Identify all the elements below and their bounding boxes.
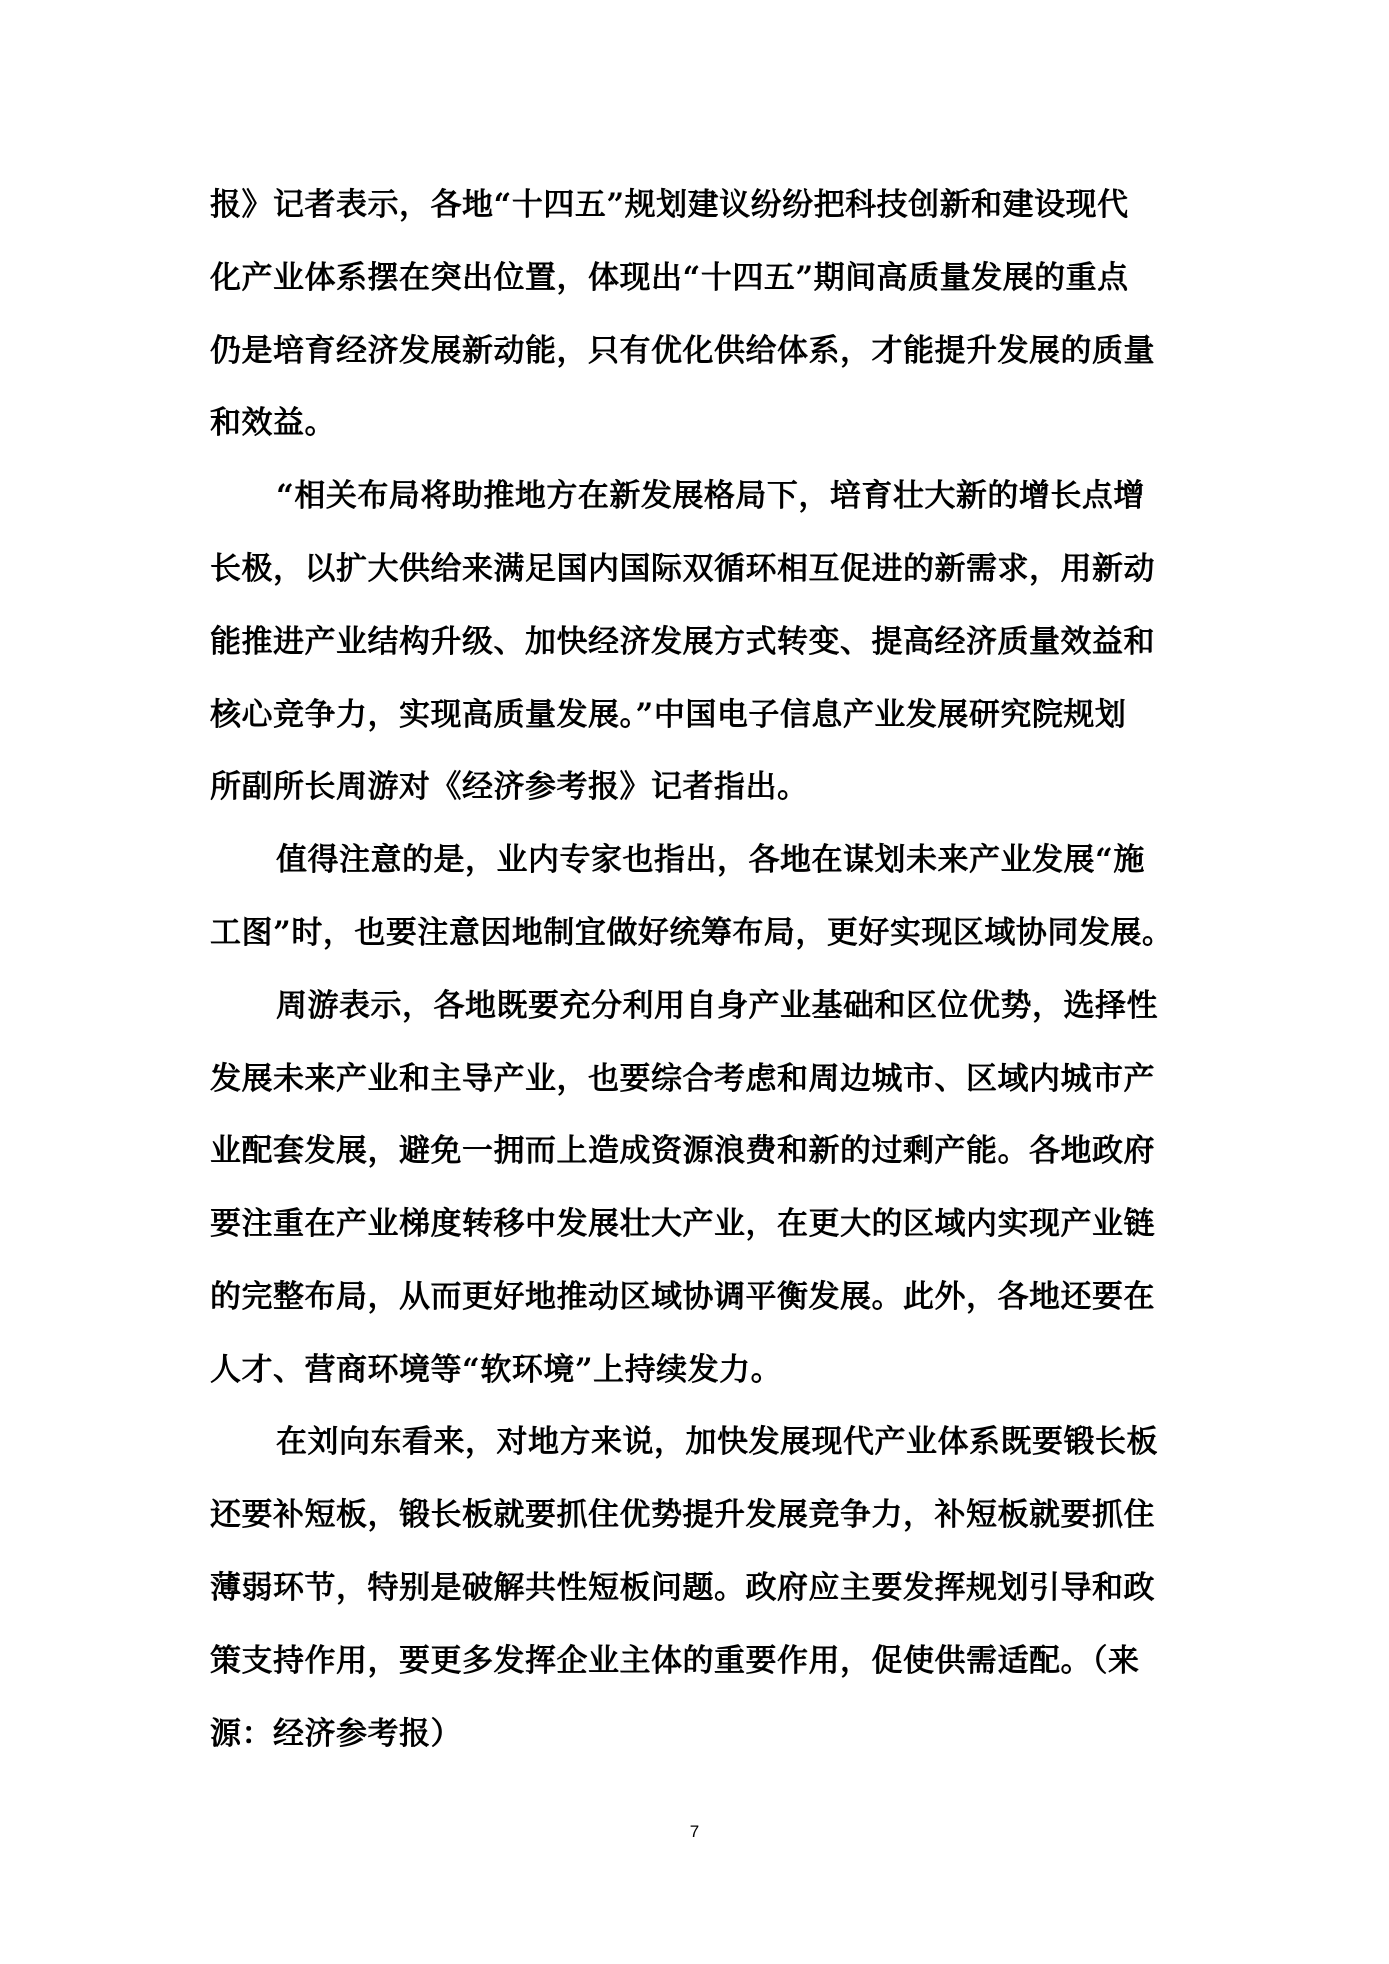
paragraph-first-line: 值得注意的是，业内专家也指出，各地在谋划未来产业发展“施	[276, 842, 1145, 878]
body-text-line: 的完整布局，从而更好地推动区域协调平衡发展。此外，各地还要在	[210, 1279, 1155, 1315]
body-text-line: 和效益。	[210, 405, 336, 441]
body-text-line: 能推进产业结构升级、加快经济发展方式转变、提高经济质量效益和	[210, 624, 1155, 660]
body-text-line: 核心竞争力，实现高质量发展。”中国电子信息产业发展研究院规划	[210, 697, 1127, 733]
paragraph-first-line: 周游表示，各地既要充分利用自身产业基础和区位优势，选择性	[276, 988, 1158, 1024]
page-number: 7	[689, 1822, 700, 1841]
body-text-line: 源：经济参考报）	[210, 1716, 462, 1752]
body-text-line: 人才、营商环境等“软环境”上持续发力。	[210, 1352, 783, 1388]
body-text-line: 要注重在产业梯度转移中发展壮大产业，在更大的区域内实现产业链	[210, 1206, 1155, 1242]
body-text-line: 策支持作用，要更多发挥企业主体的重要作用，促使供需适配。（来	[210, 1643, 1140, 1679]
body-text-line: 所副所长周游对《经济参考报》记者指出。	[210, 769, 809, 805]
body-text-line: 还要补短板，锻长板就要抓住优势提升发展竞争力，补短板就要抓住	[210, 1497, 1155, 1533]
paragraph-first-line: “相关布局将助推地方在新发展格局下，培育壮大新的增长点增	[276, 478, 1145, 514]
body-text-line: 发展未来产业和主导产业，也要综合考虑和周边城市、区域内城市产	[210, 1061, 1155, 1097]
body-text-line: 化产业体系摆在突出位置，体现出“十四五”期间高质量发展的重点	[210, 260, 1129, 296]
body-text-line: 长极，以扩大供给来满足国内国际双循环相互促进的新需求，用新动	[210, 551, 1155, 587]
body-text-line: 工图”时，也要注意因地制宜做好统筹布局，更好实现区域协同发展。	[210, 915, 1174, 951]
body-text-line: 薄弱环节，特别是破解共性短板问题。政府应主要发挥规划引导和政	[210, 1570, 1155, 1606]
body-text-line: 业配套发展，避免一拥而上造成资源浪费和新的过剩产能。各地政府	[210, 1133, 1155, 1169]
body-text-line: 报》记者表示，各地“十四五”规划建议纷纷把科技创新和建设现代	[210, 187, 1129, 223]
paragraph-first-line: 在刘向东看来，对地方来说，加快发展现代产业体系既要锻长板	[276, 1424, 1158, 1460]
body-text-line: 仍是培育经济发展新动能，只有优化供给体系，才能提升发展的质量	[210, 333, 1155, 369]
